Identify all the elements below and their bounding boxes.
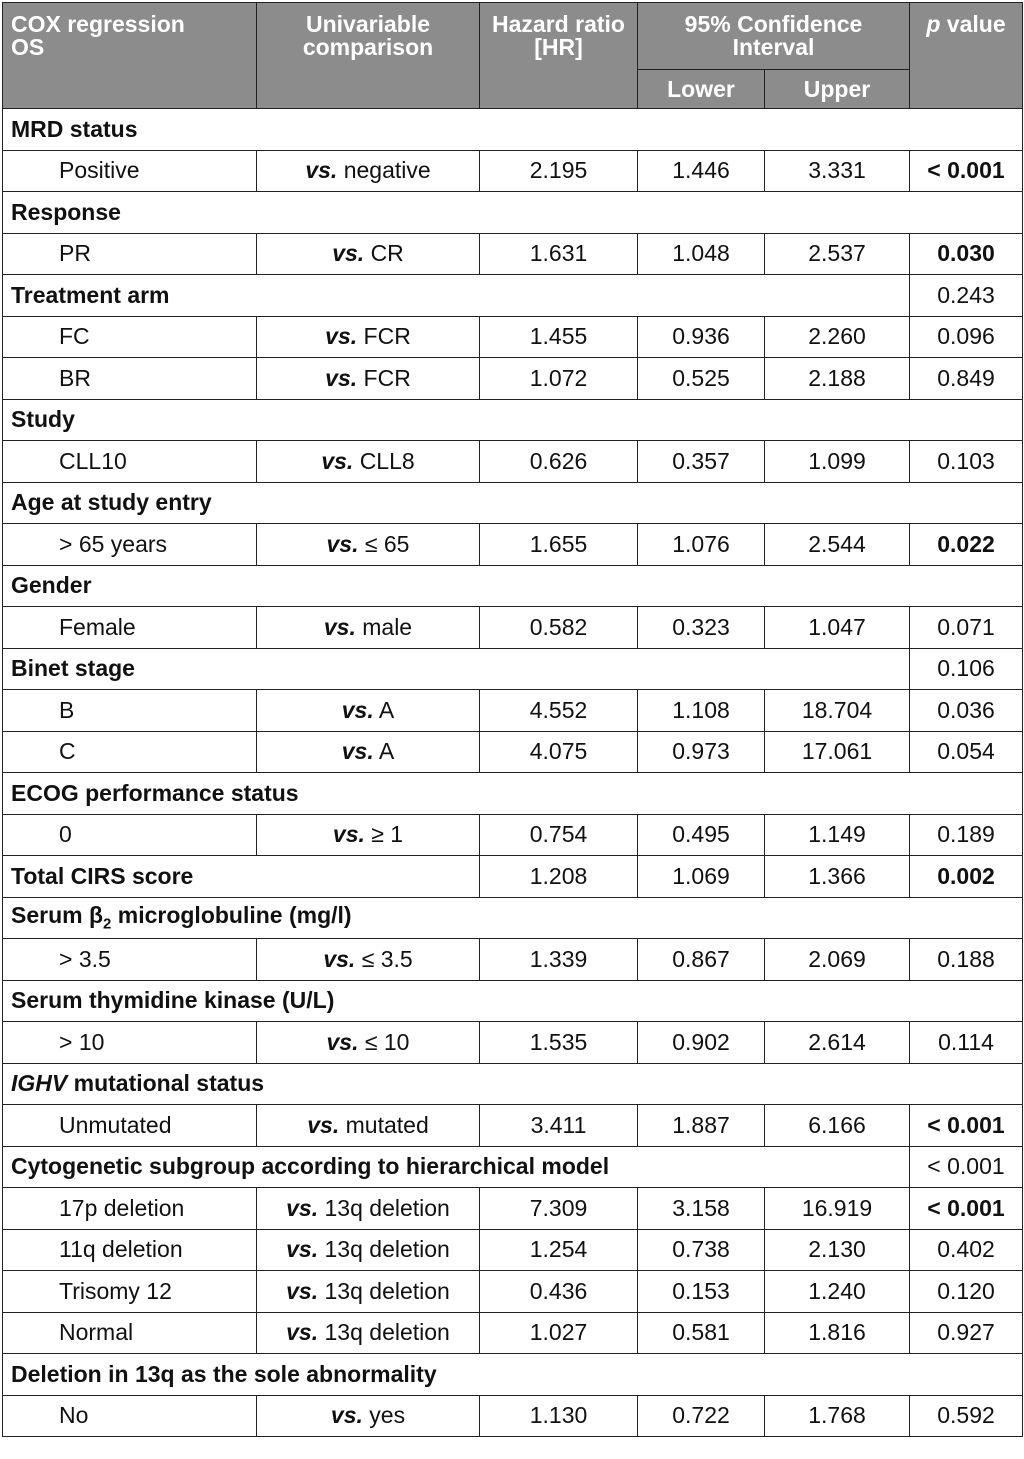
comparison-cell: vs. A <box>257 690 480 732</box>
ci-lower-cell: 1.069 <box>638 856 765 898</box>
ci-upper-cell: 2.544 <box>765 524 910 566</box>
ci-upper-cell: 2.069 <box>765 939 910 981</box>
header-confidence-interval: 95% Confidence Interval <box>638 3 910 70</box>
table-row <box>3 939 1023 981</box>
ci-lower-cell: 1.446 <box>638 150 765 192</box>
p-value-cell: 0.189 <box>910 814 1023 856</box>
category-row <box>3 482 1023 524</box>
row-label: > 3.5 <box>3 939 257 981</box>
table-row <box>3 1395 1023 1437</box>
category-label: Serum thymidine kinase (U/L) <box>3 980 480 1022</box>
category-label: MRD status <box>3 109 257 151</box>
category-label: Study <box>3 399 257 441</box>
ci-lower-cell: 1.108 <box>638 690 765 732</box>
hr-cell: 1.655 <box>480 524 638 566</box>
ci-upper-cell: 2.130 <box>765 1229 910 1271</box>
ci-lower-cell: 0.323 <box>638 607 765 649</box>
ci-upper-cell: 1.149 <box>765 814 910 856</box>
p-value-cell: 0.103 <box>910 441 1023 483</box>
ci-upper-cell: 1.768 <box>765 1395 910 1437</box>
hr-cell: 1.072 <box>480 358 638 400</box>
category-label: Serum $\beta_2$ microglobuline (mg/l) <box>3 897 480 939</box>
comparison-cell: vs. 13q deletion <box>257 1188 480 1230</box>
category-row <box>3 275 1023 317</box>
comparison-cell: vs. yes <box>257 1395 480 1437</box>
table-row <box>3 814 1023 856</box>
category-label: IGHV mutational status <box>3 1063 480 1105</box>
hr-cell: 4.552 <box>480 690 638 732</box>
comparison-cell: vs. negative <box>257 150 480 192</box>
category-label: Treatment arm <box>3 275 257 317</box>
hr-cell: 3.411 <box>480 1105 638 1147</box>
p-value-cell: 0.071 <box>910 607 1023 649</box>
p-value-cell: 0.114 <box>910 1022 1023 1064</box>
table-row <box>3 524 1023 566</box>
category-row <box>3 648 1023 690</box>
comparison-cell: vs. CR <box>257 233 480 275</box>
category-label: Cytogenetic subgroup according to hierarchical model <box>3 1146 910 1188</box>
header-lower: Lower <box>638 70 765 109</box>
hr-cell: 0.436 <box>480 1271 638 1313</box>
ci-lower-cell: 0.581 <box>638 1312 765 1354</box>
comparison-cell: vs. ≤ 3.5 <box>257 939 480 981</box>
p-value-cell: 0.106 <box>910 648 1023 690</box>
row-label: > 65 years <box>3 524 257 566</box>
row-label: 11q deletion <box>3 1229 257 1271</box>
p-value-cell: < 0.001 <box>910 1105 1023 1147</box>
ci-upper-cell: 1.047 <box>765 607 910 649</box>
row-label: Unmutated <box>3 1105 257 1147</box>
p-value-cell: < 0.001 <box>910 150 1023 192</box>
ci-upper-cell: 1.366 <box>765 856 910 898</box>
table-row <box>3 1188 1023 1230</box>
p-value-cell: 0.120 <box>910 1271 1023 1313</box>
ci-upper-cell: 6.166 <box>765 1105 910 1147</box>
category-row <box>3 565 1023 607</box>
hr-cell: 1.455 <box>480 316 638 358</box>
table-row <box>3 1022 1023 1064</box>
p-value-cell: 0.036 <box>910 690 1023 732</box>
hr-cell: 1.339 <box>480 939 638 981</box>
category-label: Response <box>3 192 257 234</box>
table-row <box>3 1312 1023 1354</box>
comparison-cell: vs. ≤ 65 <box>257 524 480 566</box>
category-label: Gender <box>3 565 257 607</box>
comparison-cell: vs. male <box>257 607 480 649</box>
row-label: 17p deletion <box>3 1188 257 1230</box>
ci-upper-cell: 1.099 <box>765 441 910 483</box>
category-row <box>3 109 1023 151</box>
ci-lower-cell: 0.867 <box>638 939 765 981</box>
category-row <box>3 1063 1023 1105</box>
table-row <box>3 150 1023 192</box>
header-hazard-ratio: Hazard ratio [HR] <box>480 3 638 109</box>
category-label: Age at study entry <box>3 482 257 524</box>
table-row <box>3 441 1023 483</box>
category-label: ECOG performance status <box>3 773 480 815</box>
cox-regression-table <box>2 2 1023 1437</box>
ci-lower-cell: 0.357 <box>638 441 765 483</box>
row-label: B <box>3 690 257 732</box>
category-row <box>3 1354 1023 1396</box>
table-row <box>3 358 1023 400</box>
table-header <box>3 3 1023 109</box>
hr-cell: 0.582 <box>480 607 638 649</box>
row-label: No <box>3 1395 257 1437</box>
ci-lower-cell: 1.887 <box>638 1105 765 1147</box>
comparison-cell: vs. FCR <box>257 358 480 400</box>
category-label: Binet stage <box>3 648 257 690</box>
p-value-cell: 0.002 <box>910 856 1023 898</box>
ci-upper-cell: 2.188 <box>765 358 910 400</box>
ci-lower-cell: 0.902 <box>638 1022 765 1064</box>
row-label: Trisomy 12 <box>3 1271 257 1313</box>
table-row <box>3 731 1023 773</box>
ci-lower-cell: 0.936 <box>638 316 765 358</box>
hr-cell: 1.208 <box>480 856 638 898</box>
p-value-cell: 0.243 <box>910 275 1023 317</box>
ci-lower-cell: 0.973 <box>638 731 765 773</box>
ci-upper-cell: 2.614 <box>765 1022 910 1064</box>
row-label: Positive <box>3 150 257 192</box>
ci-upper-cell: 1.240 <box>765 1271 910 1313</box>
ci-lower-cell: 3.158 <box>638 1188 765 1230</box>
ci-upper-cell: 17.061 <box>765 731 910 773</box>
comparison-cell: vs. 13q deletion <box>257 1312 480 1354</box>
ci-lower-cell: 1.048 <box>638 233 765 275</box>
p-value-cell: 0.849 <box>910 358 1023 400</box>
table-row <box>3 316 1023 358</box>
ci-lower-cell: 0.495 <box>638 814 765 856</box>
hr-cell: 1.631 <box>480 233 638 275</box>
table-row <box>3 1229 1023 1271</box>
comparison-cell: vs. 13q deletion <box>257 1229 480 1271</box>
category-row <box>3 980 1023 1022</box>
row-label: FC <box>3 316 257 358</box>
hr-cell: 0.754 <box>480 814 638 856</box>
row-label: Female <box>3 607 257 649</box>
ci-lower-cell: 0.738 <box>638 1229 765 1271</box>
ci-upper-cell: 1.816 <box>765 1312 910 1354</box>
p-value-cell: 0.022 <box>910 524 1023 566</box>
row-label: Normal <box>3 1312 257 1354</box>
p-value-cell: 0.096 <box>910 316 1023 358</box>
header-comparison: Univariable comparison <box>257 3 480 109</box>
table-row <box>3 690 1023 732</box>
hr-cell: 1.254 <box>480 1229 638 1271</box>
ci-upper-cell: 16.919 <box>765 1188 910 1230</box>
table-row <box>3 1271 1023 1313</box>
ci-upper-cell: 18.704 <box>765 690 910 732</box>
hr-cell: 2.195 <box>480 150 638 192</box>
ci-lower-cell: 1.076 <box>638 524 765 566</box>
table-row <box>3 1105 1023 1147</box>
row-label: CLL10 <box>3 441 257 483</box>
row-label: > 10 <box>3 1022 257 1064</box>
table-row <box>3 233 1023 275</box>
row-label: 0 <box>3 814 257 856</box>
header-upper: Upper <box>765 70 910 109</box>
p-value-cell: 0.054 <box>910 731 1023 773</box>
hr-cell: 1.535 <box>480 1022 638 1064</box>
ci-upper-cell: 2.537 <box>765 233 910 275</box>
header-cox-regression: COX regression OS <box>3 3 257 109</box>
comparison-cell: vs. FCR <box>257 316 480 358</box>
category-row <box>3 773 1023 815</box>
p-value-cell: 0.030 <box>910 233 1023 275</box>
category-row <box>3 897 1023 939</box>
category-row <box>3 399 1023 441</box>
hr-cell: 4.075 <box>480 731 638 773</box>
row-label: BR <box>3 358 257 400</box>
p-value-cell: 0.592 <box>910 1395 1023 1437</box>
p-value-cell: < 0.001 <box>910 1146 1023 1188</box>
ci-upper-cell: 2.260 <box>765 316 910 358</box>
comparison-cell: vs. 13q deletion <box>257 1271 480 1313</box>
comparison-cell: vs. mutated <box>257 1105 480 1147</box>
ci-lower-cell: 0.525 <box>638 358 765 400</box>
ci-lower-cell: 0.153 <box>638 1271 765 1313</box>
hr-cell: 0.626 <box>480 441 638 483</box>
category-label: Total CIRS score <box>3 856 257 898</box>
category-label: Deletion in 13q as the sole abnormality <box>3 1354 638 1396</box>
category-row <box>3 1146 1023 1188</box>
category-row <box>3 856 1023 898</box>
p-value-cell: < 0.001 <box>910 1188 1023 1230</box>
comparison-cell: vs. A <box>257 731 480 773</box>
p-value-cell: 0.927 <box>910 1312 1023 1354</box>
hr-cell: 1.130 <box>480 1395 638 1437</box>
ci-upper-cell: 3.331 <box>765 150 910 192</box>
p-value-cell: 0.188 <box>910 939 1023 981</box>
comparison-cell: vs. CLL8 <box>257 441 480 483</box>
category-row <box>3 192 1023 234</box>
row-label: PR <box>3 233 257 275</box>
ci-lower-cell: 0.722 <box>638 1395 765 1437</box>
hr-cell: 7.309 <box>480 1188 638 1230</box>
comparison-cell: vs. ≥ 1 <box>257 814 480 856</box>
hr-cell: 1.027 <box>480 1312 638 1354</box>
row-label: C <box>3 731 257 773</box>
p-value-cell: 0.402 <box>910 1229 1023 1271</box>
comparison-cell: vs. ≤ 10 <box>257 1022 480 1064</box>
table-row <box>3 607 1023 649</box>
header-p-value: p value <box>910 3 1023 109</box>
